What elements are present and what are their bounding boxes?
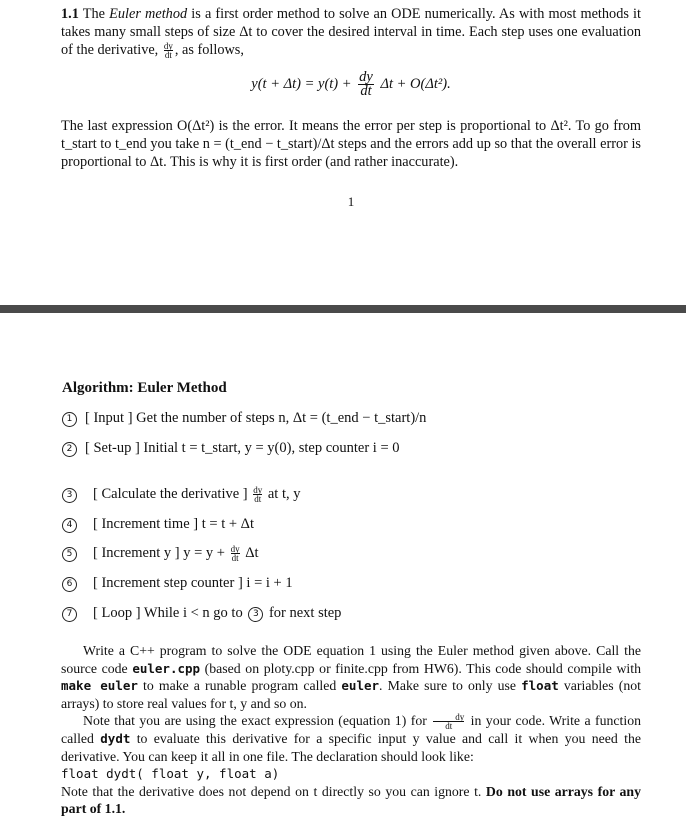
section-number: 1.1 (61, 6, 79, 22)
algorithm-step: 3 [ Calculate the derivative ] $\frac{dy}{dt}$ at t, y (62, 486, 301, 503)
step-number-icon: 3 (62, 488, 77, 503)
step-reference-icon: 3 (248, 607, 263, 622)
step-number-icon: 5 (62, 547, 77, 562)
instructions-paragraph-2: Note that you are using the exact expression (equation 1) for $\frac{dy}{dt}$ in your code. Write a function called dydt to evaluate this derivative for a specific input y value and call it when you need the derivative. You can keep it all in one file. The declaration should look like: (61, 712, 641, 764)
algorithm-title: Algorithm: Euler Method (62, 380, 227, 396)
page-one (61, 5, 641, 209)
method-name: Euler method (109, 6, 188, 22)
step-number-icon: 4 (62, 518, 77, 533)
page-number: 1 (347, 194, 355, 209)
step-number-icon: 2 (62, 442, 77, 457)
intro-paragraph: 1.1 The Euler method is a first order method to solve an ODE numerically. As with most methods it takes many small steps of size Δt to cover the desired interval in time. Each step uses one evaluation of the derivative, $\frac{dy}{dt}$ , as follows, (61, 6, 641, 61)
algorithm-step: 5 [ Increment y ] y = y + $\frac{dy}{dt}$ Δt (62, 545, 259, 562)
instructions (61, 642, 641, 818)
algorithm-step: 6 [ Increment step counter ] i = i + 1 (62, 575, 293, 592)
algorithm-step: 4 [ Increment time ] t = t + Δt (62, 516, 254, 533)
algorithm-box (62, 380, 662, 621)
instructions-paragraph-1: Write a C++ program to solve the ODE equation 1 using the Euler method given above. Call the source code euler.cpp (based on ploty.cpp or finite.cpp from HW6). This code should compile with make euler to make a runable program called euler. Make sure to only use float variables (not arrays) to store real values for t, y and so on. (61, 643, 641, 711)
euler-equation: y(t + Δt) = y(t) + $\frac{dy}{dt}$ Δt + O(Δt²). (251, 69, 451, 99)
algorithm-step: 7 [ Loop ] While i < n go to 3 for next step (62, 605, 341, 622)
algorithm-step: 1 [ Input ] Get the number of steps n, Δt = (t_end − t_start)/n (62, 410, 426, 427)
step-number-icon: 1 (62, 412, 77, 427)
error-paragraph: The last expression O(Δt²) is the error. It means the error per step is proportional to Δt². To go from t_start to t_end you take n = (t_end − t_start)/Δt steps and the errors add up so that the overall error is proportional to Δt. This is why it is first order (and rather inaccurate). (61, 118, 641, 170)
step-number-icon: 7 (62, 607, 77, 622)
function-declaration: float dydt( float y, float a) (61, 766, 280, 782)
algorithm-step: 2 [ Set-up ] Initial t = t_start, y = y(0), step counter i = 0 (62, 440, 400, 457)
instructions-paragraph-3: Note that the derivative does not depend on t directly so you can ignore t. Do not use arrays for any part of 1.1. (61, 783, 641, 817)
derivative-fraction: $\frac{dy}{dt}$ (163, 41, 173, 61)
step-number-icon: 6 (62, 577, 77, 592)
page-divider (0, 305, 686, 313)
